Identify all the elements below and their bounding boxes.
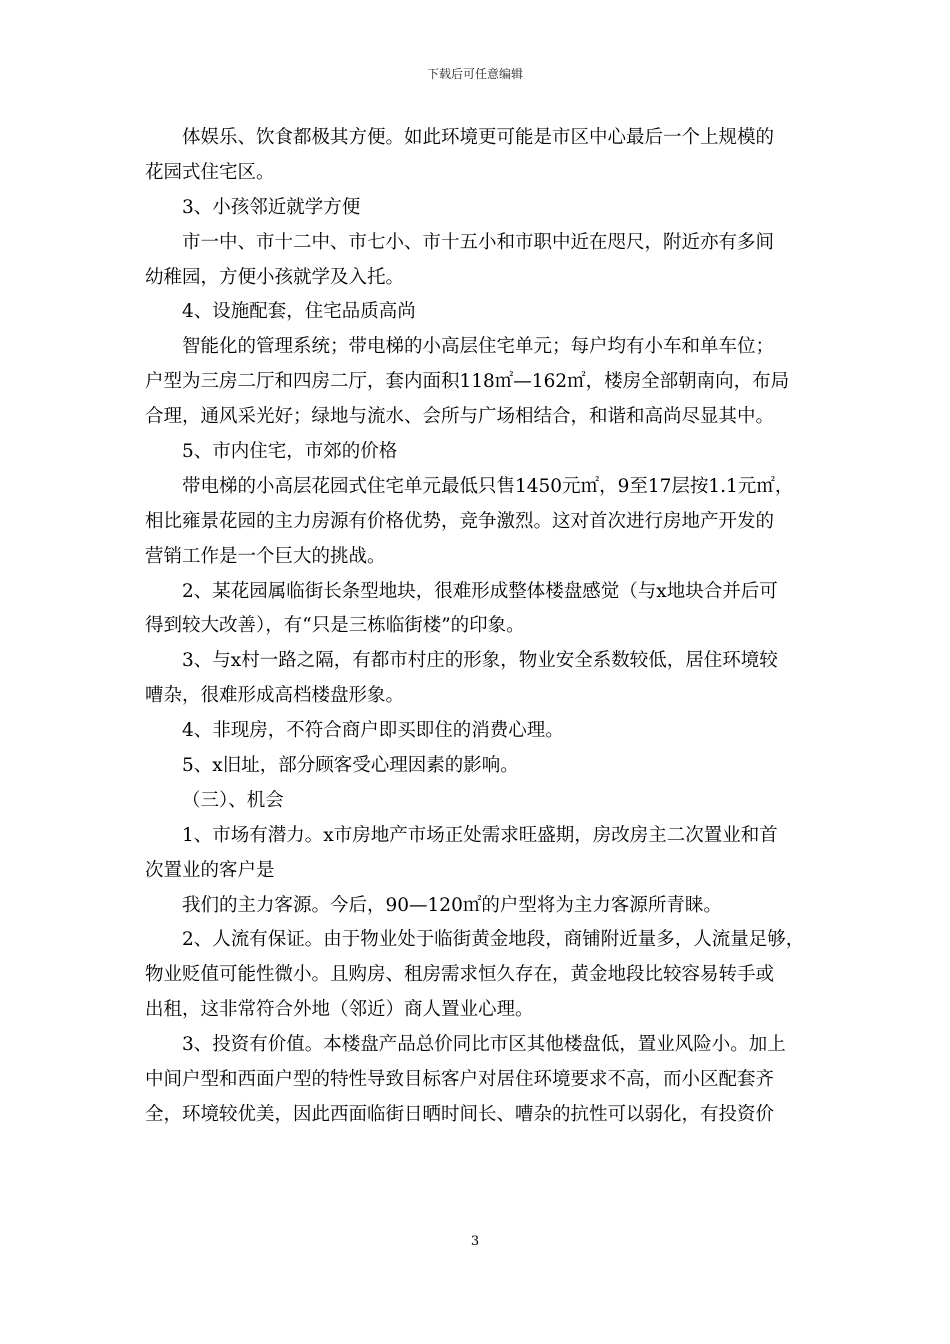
text-line: 户型为三房二厅和四房二厅，套内面积118㎡—162㎡，楼房全部朝南向，布局	[145, 371, 790, 393]
text-line: 带电梯的小高层花园式住宅单元最低只售1450元㎡，9至17层按1.1元㎡，	[182, 475, 794, 497]
text-line: 3、与x村一路之隔，有都市村庄的形象，物业安全系数较低，居住环境较	[182, 650, 778, 672]
text-line: 3、投资有价值。本楼盘产品总价同比市区其他楼盘低，置业风险小。加上	[182, 1034, 786, 1056]
text-line: （三）、机会	[182, 789, 284, 811]
text-line: 体娱乐、饮食都极其方便。如此环境更可能是市区中心最后一个上规模的	[182, 127, 775, 148]
text-line: 相比雍景花园的主力房源有价格优势，竞争激烈。这对首次进行房地产开发的	[145, 510, 775, 532]
text-line: 出租，这非常符合外地（邻近）商人置业心理。	[145, 999, 534, 1021]
text-line: 5、x旧址，部分顾客受心理因素的影响。	[182, 755, 519, 777]
text-line: 2、某花园属临街长条型地块，很难形成整体楼盘感觉（与x地块合并后可	[182, 580, 778, 602]
text-line: 市一中、市十二中、市七小、市十五小和市职中近在咫尺，附近亦有多间	[182, 231, 775, 253]
text-line: 3、小孩邻近就学方便	[182, 196, 361, 218]
document-body	[145, 121, 807, 1133]
text-line: 5、市内住宅，市郊的价格	[182, 441, 398, 463]
text-line: 智能化的管理系统；带电梯的小高层住宅单元；每户均有小车和单车位；	[182, 336, 775, 358]
text-line: 花园式住宅区。	[145, 161, 275, 183]
text-line: 中间户型和西面户型的特性导致目标客户对居住环境要求不高，而小区配套齐	[145, 1069, 775, 1091]
text-line: 次置业的客户是	[145, 859, 275, 881]
text-line: 全，环境较优美，因此西面临街日晒时间长、嘈杂的抗性可以弱化，有投资价	[145, 1103, 775, 1125]
text-line: 1、市场有潜力。x市房地产市场正处需求旺盛期，房改房主二次置业和首	[182, 824, 778, 846]
text-line: 4、非现房，不符合商户即买即住的消费心理。	[182, 720, 564, 742]
text-line: 4、设施配套，住宅品质高尚	[182, 301, 416, 323]
text-line: 得到较大改善），有“只是三栋临街楼”的印象。	[145, 615, 525, 637]
page-header: 下载后可任意编辑	[426, 67, 523, 81]
text-line: 合理，通风采光好；绿地与流水、会所与广场相结合，和谐和高尚尽显其中。	[145, 406, 775, 428]
text-line: 2、人流有保证。由于物业处于临街黄金地段，商铺附近量多，人流量足够，	[182, 929, 805, 951]
text-line: 我们的主力客源。今后，90—120㎡的户型将为主力客源所青睐。	[182, 894, 722, 916]
text-line: 幼稚园，方便小孩就学及入托。	[145, 266, 405, 288]
text-line: 营销工作是一个巨大的挑战。	[145, 545, 386, 567]
text-line: 嘈杂，很难形成高档楼盘形象。	[145, 685, 405, 707]
page-number: 3	[470, 1234, 480, 1249]
text-line: 物业贬值可能性微小。且购房、租房需求恒久存在，黄金地段比较容易转手或	[145, 964, 775, 986]
